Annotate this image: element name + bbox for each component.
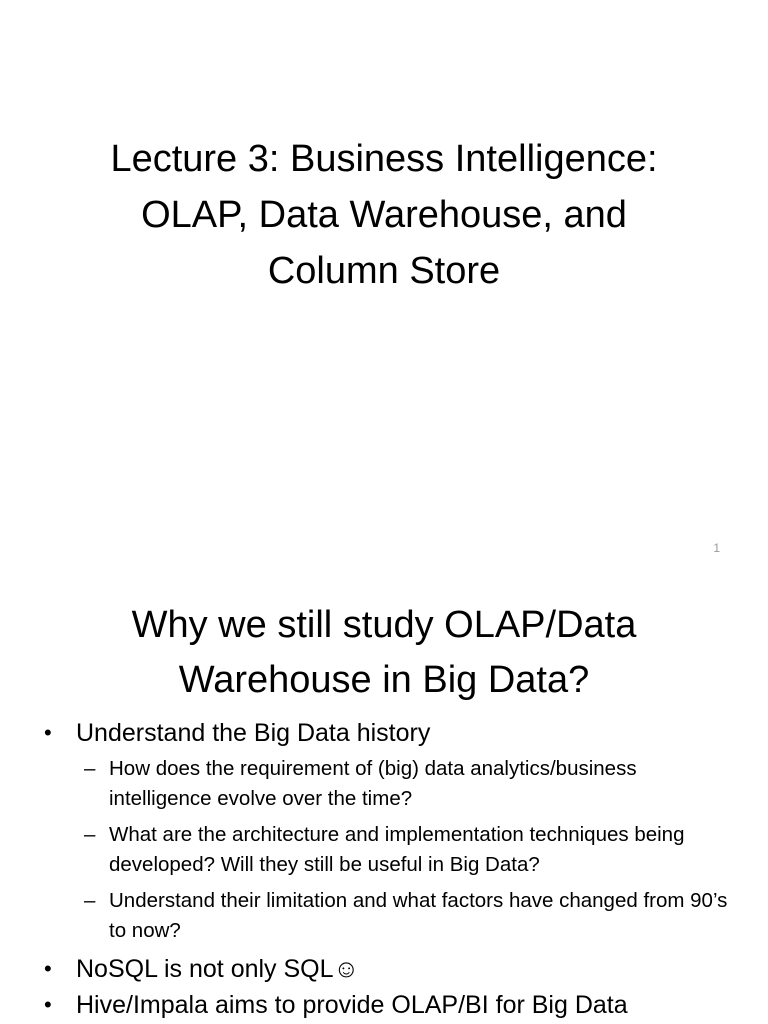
bullet-item xyxy=(0,952,768,986)
bullet-text: Hive/Impala aims to provide OLAP/BI for Big Data xyxy=(76,991,628,1019)
lecture-title xyxy=(40,131,728,299)
sub-bullet-text: Understand their limitation and what factors have changed from 90’s to now? xyxy=(109,889,728,942)
dash-symbol: – xyxy=(84,889,96,912)
bullet-symbol: • xyxy=(44,992,52,1017)
sub-bullet-list xyxy=(0,754,768,946)
sub-bullet-item xyxy=(0,754,768,814)
sub-bullet-item xyxy=(0,886,768,946)
bullet-item xyxy=(0,988,768,1022)
lecture-title-line: Lecture 3: Business Intelligence: xyxy=(110,138,658,180)
slide-heading-line: Why we still study OLAP/Data xyxy=(131,604,637,646)
dash-symbol: – xyxy=(84,757,96,780)
bullet-text: NoSQL is not only SQL☺ xyxy=(76,955,360,983)
lecture-title-line: Column Store xyxy=(267,250,501,292)
slide-number: 1 xyxy=(713,541,720,555)
dash-symbol: – xyxy=(84,823,96,846)
bullet-list xyxy=(0,716,768,1024)
slide-heading xyxy=(40,598,728,708)
slide-content xyxy=(0,576,768,1024)
lecture-title-line: OLAP, Data Warehouse, and xyxy=(141,194,627,236)
sub-bullet-item xyxy=(0,820,768,880)
bullet-item xyxy=(0,716,768,750)
slide-heading-line: Warehouse in Big Data? xyxy=(178,659,590,701)
sub-bullet-text: What are the architecture and implementation techniques being developed? Will they still be useful in Big Data? xyxy=(109,823,685,876)
bullet-symbol: • xyxy=(44,720,52,745)
sub-bullet-text: How does the requirement of (big) data analytics/business intelligence evolve over the time? xyxy=(109,757,637,810)
bullet-text: Understand the Big Data history xyxy=(76,719,431,747)
bullet-symbol: • xyxy=(44,956,52,981)
